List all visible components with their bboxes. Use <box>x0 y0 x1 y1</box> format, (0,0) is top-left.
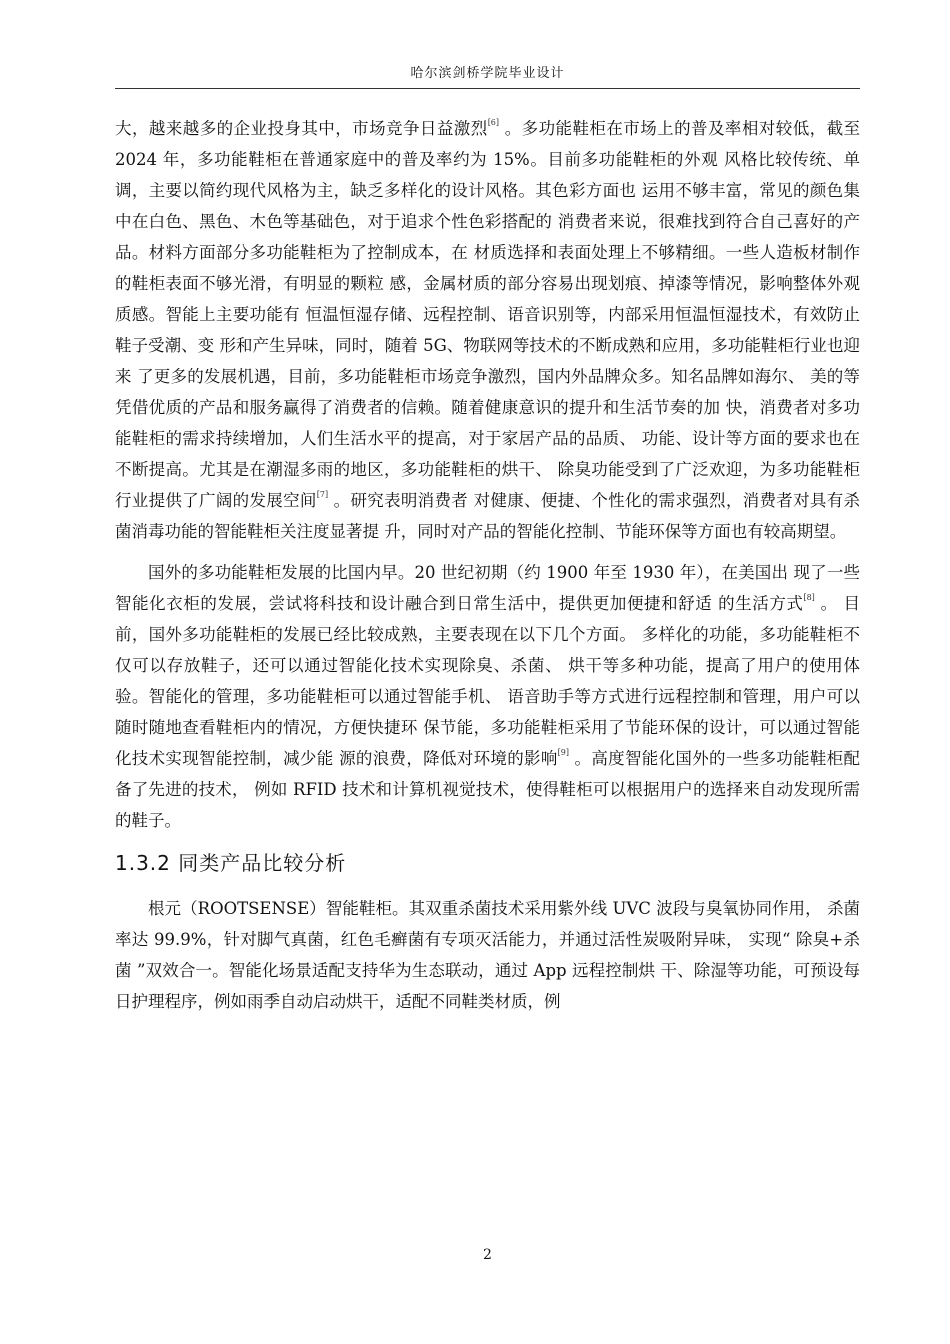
paragraph <box>115 113 860 547</box>
citation: [6] <box>487 118 500 127</box>
citation: [9] <box>557 748 569 757</box>
paragraph <box>115 893 860 1017</box>
paragraph-text: 。 目前，国外多功能鞋柜的发展已经比较成熟，主要表现在以下几个方面。 多样化的功能，多功能鞋柜不仅可以存放鞋子，还可以通过智能化技术实现除臭、杀菌、 烘干等多种功能，提高了用户的使用体验。智能化的管理，多功能鞋柜可以通过智能手机、 语音助手等方式进行远程控制和管理，用户可以随时随地查看鞋柜内的情况，方便快捷环 保节能，多功能鞋柜采用了节能环保的设计，可以通过智能化技术实现智能控制，减少能 源的浪费，降低对环境的影响 <box>115 594 860 768</box>
paragraph-text: 。多功能鞋柜在市场上的普及率相对较低，截至 2024 年，多功能鞋柜在普通家庭中的普及率约为 15%。目前多功能鞋柜的外观 风格比较传统、单调，主要以简约现代风格为主，缺乏多样化的设计风格。其色彩方面也 运用不够丰富，常见的颜色集中在白色、黑色、木色等基础色，对于追求个性色彩搭配的 消费者来说，很难找到符合自己喜好的产品。材料方面部分多功能鞋柜为了控制成本，在 材质选择和表面处理上不够精细。一些人造板材制作的鞋柜表面不够光滑，有明显的颗粒 感，金属材质的部分容易出现划痕、掉漆等情况，影响整体外观质感。智能上主要功能有 恒温恒湿存储、远程控制、语音识别等，内部采用恒温恒湿技术，有效防止鞋子受潮、变 形和产生异味，同时，随着 5G、物联网等技术的不断成熟和应用，多功能鞋柜行业也迎来 了更多的发展机遇，目前，多功能鞋柜市场竞争激烈，国内外品牌众多。知名品牌如海尔、 美的等凭借优质的产品和服务赢得了消费者的信赖。随着健康意识的提升和生活节奏的加 快，消费者对多功能鞋柜的需求持续增加，人们生活水平的提高，对于家居产品的品质、 功能、设计等方面的要求也在不断提高。尤其是在潮湿多雨的地区，多功能鞋柜的烘干、 除臭功能受到了广泛欢迎，为多功能鞋柜行业提供了广阔的发展空间 <box>115 119 861 510</box>
paragraph-text: 。高度智能化国外的一些多功能鞋柜配备了先进的技术， 例如 RFID 技术和计算机视觉技术，使得鞋柜可以根据用户的选择来自动发现所需的鞋子。 <box>115 749 860 830</box>
citation: [8] <box>803 593 815 602</box>
page-number: 2 <box>483 1247 492 1263</box>
document-body <box>115 113 860 1017</box>
header-divider <box>115 88 860 89</box>
paragraph <box>115 557 860 836</box>
paragraph-text: 根元（ROOTSENSE）智能鞋柜。其双重杀菌技术采用紫外线 UVC 波段与臭氧协同作用， 杀菌率达 99.9%，针对脚气真菌，红色毛癣菌有专项灭活能力，并通过活性炭吸附异味， 实现“ 除臭+杀菌 ”双效合一。智能化场景适配支持华为生态联动，通过 App 远程控制烘 干、除湿等功能，可预设每日护理程序，例如雨季自动启动烘干，适配不同鞋类材质，例 <box>115 899 860 1011</box>
section-heading: 1.3.2 同类产品比较分析 <box>115 851 347 875</box>
paragraph-text: 国外的多功能鞋柜发展的比国内早。20 世纪初期（约 1900 年至 1930 年），在美国出 现了一些智能化衣柜的发展，尝试将科技和设计融合到日常生活中，提供更加便捷和舒适 的生活方式 <box>115 563 860 613</box>
citation: [7] <box>316 490 329 499</box>
paragraph-text: 。研究表明消费者 对健康、便捷、个性化的需求强烈，消费者对具有杀菌消毒功能的智能鞋柜关注度显著提 升，同时对产品的智能化控制、节能环保等方面也有较高期望。 <box>115 491 860 541</box>
paragraph-text: 大，越来越多的企业投身其中，市场竞争日益激烈 <box>115 119 488 138</box>
page-header: 哈尔滨剑桥学院毕业设计 <box>410 66 565 81</box>
